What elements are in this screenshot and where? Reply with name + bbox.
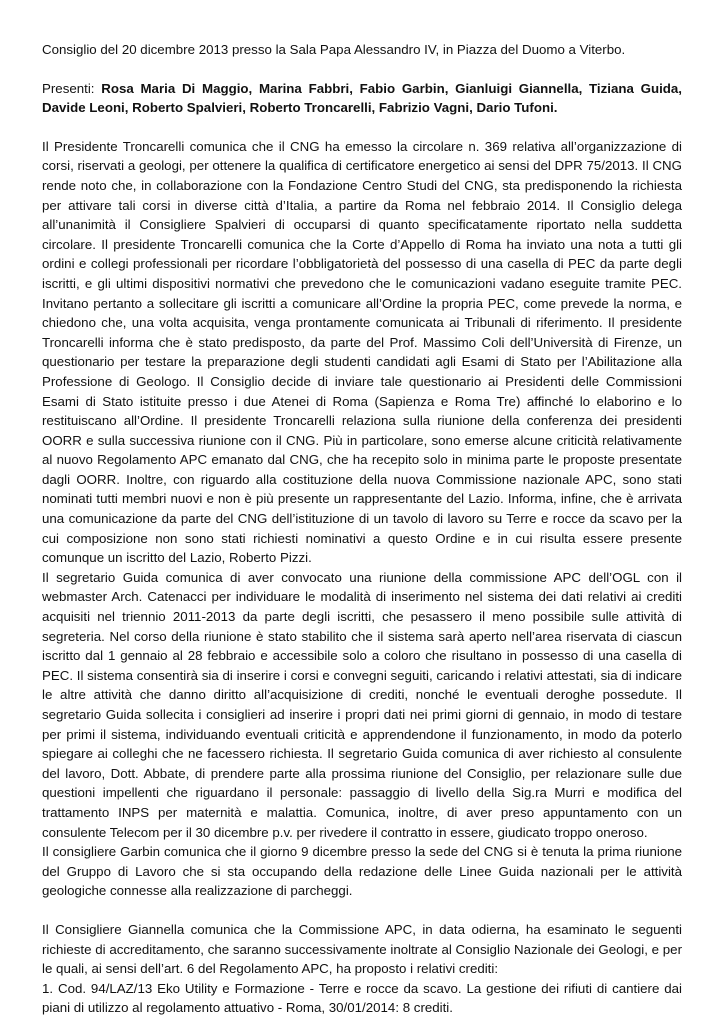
garbin-report-paragraph: Il consigliere Garbin comunica che il giorno 9 dicembre presso la sede del CNG si è tenuta la prima riunione del Gruppo di Lavoro che si sta occupando della redazione delle Linee Guida nazionali per le attività geologiche connesse alla realizzazione di parcheggi. (42, 844, 682, 899)
spacer (42, 60, 682, 79)
attendees-paragraph (42, 79, 682, 118)
spacer (42, 118, 682, 137)
attendees-label: Presenti: (42, 80, 102, 96)
meeting-header: Consiglio del 20 dicembre 2013 presso la Sala Papa Alessandro IV, in Piazza del Duomo a Viterbo. (42, 42, 626, 57)
apc-intro-paragraph: Il Consigliere Giannella comunica che la Commissione APC, in data odierna, ha esaminato le seguenti richieste di accreditamento, che saranno successivamente inoltrate al Consiglio Nazionale dei Geologi, e per le quali, ai sensi dell’art. 6 del Regolamento APC, ha proposto i relativi crediti: (42, 921, 682, 977)
attendees-names: Rosa Maria Di Maggio, Marina Fabbri, Fabio Garbin, Gianluigi Giannella, Tiziana Guida, Davide Leoni, Roberto Spalvieri, Roberto Troncarelli, Fabrizio Vagni, Dario Tufoni. (42, 80, 682, 116)
document-page (42, 40, 682, 1018)
president-report-paragraph: Il Presidente Troncarelli comunica che il CNG ha emesso la circolare n. 369 relativa all’organizzazione di corsi, riservati a geologi, per ottenere la qualifica di certificatore energetico ai sensi del DPR 75/2013. Il CNG rende noto che, in collaborazione con la Fondazione Centro Studi del CNG, sta predisponendo la richiesta per attivare tali corsi in diverse città d’Italia, a partire da Roma nel febbraio 2014. Il Consiglio delega all’unanimità il Consigliere Spalvieri di occuparsi di quanto specificatamente riportato nella suddetta circolare. Il presidente Troncarelli comunica che la Corte d’Appello di Roma ha inviato una nota a tutti gli ordini e collegi professionali per ricordare l’obbligatorietà del possesso di una casella di PEC da parte degli iscritti, e gli ultimi dispositivi normativi che prevedono che le comunicazioni vadano eseguite tramite PEC. Invitano pertanto a sollecitare gli iscritti a comunicare all’Ordine la propria PEC, come prevede la norma, e chiedono che, una volta acquisita, venga prontamente comunicata ai Tribunali di riferimento. Il presidente Troncarelli informa che è stato predisposto, da parte del Prof. Massimo Coli dell’Università di Firenze, un questionario per testare la preparazione degli studenti candidati agli Esami di Stato per l’Abilitazione alla Professione di Geologo. Il Consiglio decide di inviare tale questionario ai Presidenti delle Commissioni Esami di Stato istituite presso i due Atenei di Roma (Sapienza e Roma Tre) affinché lo elaborino e lo restituiscano all’Ordine. Il presidente Troncarelli relaziona sulla riunione della conferenza dei presidenti OORR e sulla successiva riunione con il CNG. Più in particolare, sono emerse alcune criticità relativamente al nuovo Regolamento APC emanato dal CNG, che ha recepito solo in minima parte le proposte presentate dagli OORR. Inoltre, con riguardo alla costituzione della nuova Commissione nazionale APC, sono stati nominati tutti membri nuovi e non è più presente un rappresentante del Lazio. Informa, infine, che è arrivata una comunicazione da parte del CNG dell’istituzione di un tavolo di lavoro su Terre e rocce da scavo per la cui composizione non sono stati richiesti nominativi a questo Ordine e in cui risulta essere presente comunque un iscritto del Lazio, Roberto Pizzi. (42, 138, 682, 566)
spacer (42, 901, 682, 920)
secretary-report-paragraph: Il segretario Guida comunica di aver convocato una riunione della commissione APC dell’OGL con il webmaster Arch. Catenacci per individuare le modalità di inserimento nel sistema dei dati relativi ai crediti acquisiti nel triennio 2011-2013 da parte degli iscritti, che pesassero il meno possibile sulle attività di segreteria. Nel corso della riunione è stato stabilito che il sistema sarà aperto nell’area riservata di ciascun iscritto dal 1 gennaio al 28 febbraio e accessibile solo a coloro che risultano in possesso di una casella di PEC. Il sistema consentirà sia di inserire i corsi e convegni seguiti, caricando i relativi attestati, sia di indicare le altre attività che danno diritto all’acquisizione di crediti, nonché le eventuali deroghe possedute. Il segretario Guida sollecita i consiglieri ad inserire i propri dati nei primi giorni di gennaio, in modo di testare per primi il sistema, individuando eventuali criticità e apprendendone il funzionamento, in modo da poterlo spiegare ai colleghi che ne facessero richiesta. Il segretario Guida comunica di aver richiesto al consulente del lavoro, Dott. Abbate, di prendere parte alla prossima riunione del Consiglio, per relazionare sulle due questioni impellenti che riguardano il personale: passaggio di livello della Sig.ra Murri e modifica del trattamento INPS per maternità e malattia. Comunica, inoltre, di aver preso appuntamento con un consulente Telecom per il 30 dicembre p.v. per rivedere il contratto in essere, giudicato troppo oneroso. (42, 569, 682, 840)
apc-list-item: 1. Cod. 94/LAZ/13 Eko Utility e Formazione - Terre e rocce da scavo. La gestione dei rifiuti di cantiere dai piani di utilizzo al regolamento attuativo - Roma, 30/01/2014: 8 crediti. (42, 980, 682, 1016)
